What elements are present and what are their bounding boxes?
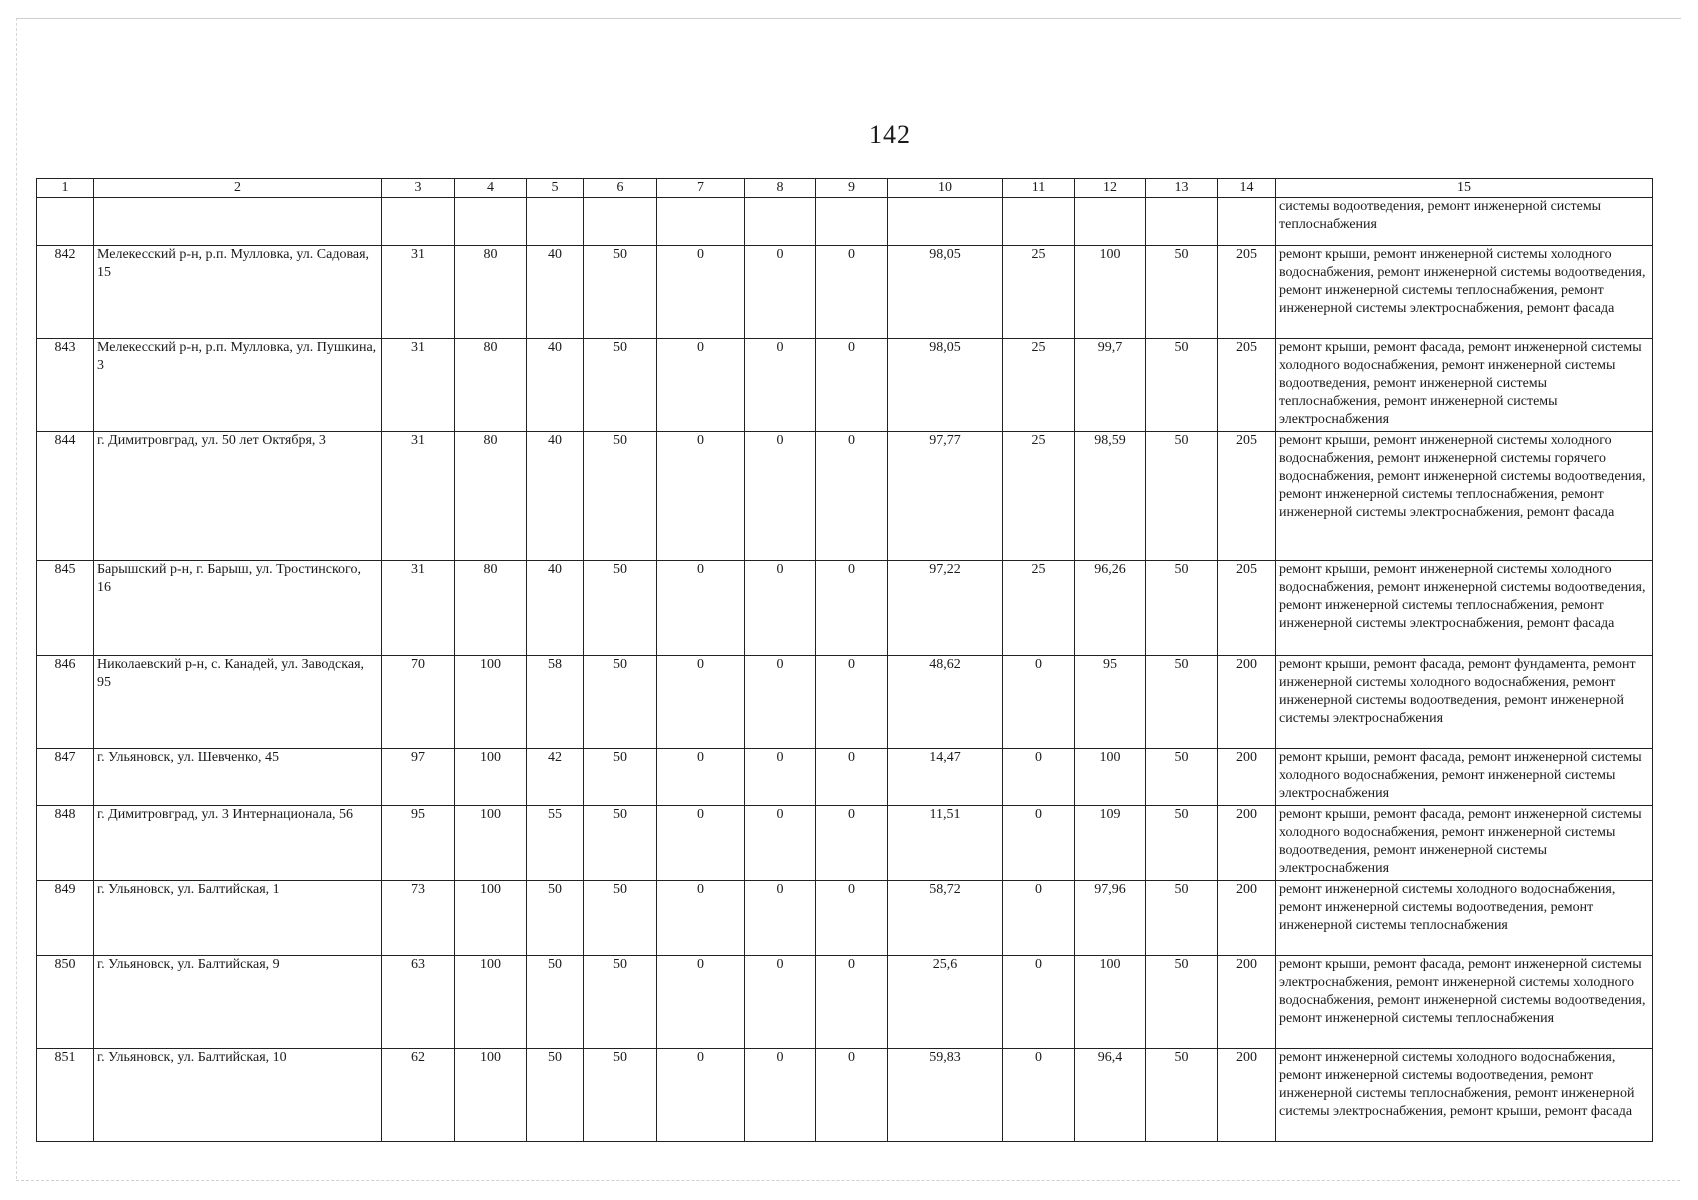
cell-col3: 63 (382, 956, 455, 1049)
cell-col6: 50 (584, 432, 657, 561)
header-cell: 12 (1075, 179, 1146, 198)
cell-col12: 95 (1075, 656, 1146, 749)
cell-col12: 100 (1075, 246, 1146, 339)
table-row (37, 956, 1653, 1049)
cell-col10: 97,22 (888, 561, 1003, 656)
cell-col5: 40 (527, 246, 584, 339)
cell-col12: 99,7 (1075, 339, 1146, 432)
header-cell: 6 (584, 179, 657, 198)
cell-col10: 98,05 (888, 246, 1003, 339)
cell-works: ремонт крыши, ремонт фасада, ремонт инженерной системы электроснабжения, ремонт инженерной системы холодного водоснабжения, ремонт инженерной системы водоотведения, ремонт инженерной системы теплоснабжения (1276, 956, 1653, 1049)
cell-works: ремонт крыши, ремонт фасада, ремонт инженерной системы холодного водоснабжения, ремонт инженерной системы водоотведения, ремонт инженерной системы теплоснабжения, ремонт инженерной системы электроснабжения (1276, 339, 1653, 432)
cell-col13: 50 (1146, 749, 1218, 806)
cell-empty (584, 198, 657, 246)
cell-col14: 205 (1218, 432, 1276, 561)
cell-col9: 0 (816, 656, 888, 749)
cell-number: 851 (37, 1049, 94, 1142)
cell-empty (455, 198, 527, 246)
table-row (37, 656, 1653, 749)
cell-col9: 0 (816, 432, 888, 561)
cell-col6: 50 (584, 656, 657, 749)
cell-works: ремонт инженерной системы холодного водоснабжения, ремонт инженерной системы водоотведения, ремонт инженерной системы теплоснабжения, ремонт инженерной системы электроснабжения, ремонт крыши, ремонт фасада (1276, 1049, 1653, 1142)
cell-col14: 200 (1218, 656, 1276, 749)
header-cell: 1 (37, 179, 94, 198)
header-cell: 14 (1218, 179, 1276, 198)
cell-col10: 48,62 (888, 656, 1003, 749)
cell-col11: 0 (1003, 656, 1075, 749)
cell-col12: 97,96 (1075, 881, 1146, 956)
cell-col3: 62 (382, 1049, 455, 1142)
cell-col6: 50 (584, 749, 657, 806)
cell-col4: 80 (455, 246, 527, 339)
table-row (37, 806, 1653, 881)
cell-col9: 0 (816, 881, 888, 956)
cell-col4: 100 (455, 881, 527, 956)
cell-address: Мелекесский р-н, р.п. Мулловка, ул. Пушкина, 3 (94, 339, 382, 432)
table-row (37, 881, 1653, 956)
cell-col7: 0 (657, 339, 745, 432)
cell-col9: 0 (816, 806, 888, 881)
cell-col4: 80 (455, 432, 527, 561)
cell-col8: 0 (745, 656, 816, 749)
cell-col10: 11,51 (888, 806, 1003, 881)
cell-col8: 0 (745, 881, 816, 956)
table-row (37, 339, 1653, 432)
header-cell: 4 (455, 179, 527, 198)
header-cell: 7 (657, 179, 745, 198)
cell-col5: 42 (527, 749, 584, 806)
cell-col11: 0 (1003, 749, 1075, 806)
cell-number: 842 (37, 246, 94, 339)
cell-col14: 200 (1218, 749, 1276, 806)
bottom-divider (16, 1180, 1680, 1181)
cell-address: г. Димитровград, ул. 50 лет Октября, 3 (94, 432, 382, 561)
table-row (37, 246, 1653, 339)
cell-address: г. Ульяновск, ул. Балтийская, 10 (94, 1049, 382, 1142)
cell-col10: 25,6 (888, 956, 1003, 1049)
cell-col8: 0 (745, 339, 816, 432)
cell-col13: 50 (1146, 339, 1218, 432)
cell-col10: 59,83 (888, 1049, 1003, 1142)
header-cell: 13 (1146, 179, 1218, 198)
cell-col11: 25 (1003, 561, 1075, 656)
cell-col6: 50 (584, 806, 657, 881)
cell-col11: 0 (1003, 806, 1075, 881)
cell-col11: 25 (1003, 339, 1075, 432)
cell-empty (1146, 198, 1218, 246)
cell-col6: 50 (584, 246, 657, 339)
cell-col10: 97,77 (888, 432, 1003, 561)
cell-number: 847 (37, 749, 94, 806)
cell-col4: 100 (455, 656, 527, 749)
cell-col9: 0 (816, 1049, 888, 1142)
cell-col11: 25 (1003, 246, 1075, 339)
cell-col3: 31 (382, 246, 455, 339)
header-cell: 10 (888, 179, 1003, 198)
cell-col5: 40 (527, 432, 584, 561)
cell-col13: 50 (1146, 881, 1218, 956)
cell-col4: 80 (455, 339, 527, 432)
cell-works: ремонт крыши, ремонт инженерной системы холодного водоснабжения, ремонт инженерной системы водоотведения, ремонт инженерной системы теплоснабжения, ремонт инженерной системы электроснабжения, ремонт фасада (1276, 561, 1653, 656)
cell-number: 845 (37, 561, 94, 656)
cell-col3: 31 (382, 561, 455, 656)
cell-col7: 0 (657, 956, 745, 1049)
cell-address: г. Димитровград, ул. 3 Интернационала, 56 (94, 806, 382, 881)
cell-col10: 14,47 (888, 749, 1003, 806)
cell-works: ремонт крыши, ремонт фасада, ремонт инженерной системы холодного водоснабжения, ремонт инженерной системы водоотведения, ремонт инженерной системы электроснабжения (1276, 806, 1653, 881)
cell-number: 848 (37, 806, 94, 881)
cell-col7: 0 (657, 561, 745, 656)
cell-col7: 0 (657, 749, 745, 806)
cell-col8: 0 (745, 432, 816, 561)
cell-col8: 0 (745, 246, 816, 339)
cell-col3: 73 (382, 881, 455, 956)
cell-col9: 0 (816, 956, 888, 1049)
cell-col7: 0 (657, 246, 745, 339)
header-cell: 5 (527, 179, 584, 198)
cell-col6: 50 (584, 1049, 657, 1142)
cell-col3: 31 (382, 432, 455, 561)
cell-works: ремонт крыши, ремонт инженерной системы холодного водоснабжения, ремонт инженерной системы горячего водоснабжения, ремонт инженерной системы водоотведения, ремонт инженерной системы теплоснабжения, ремонт инженерной системы электроснабжения, ремонт фасада (1276, 432, 1653, 561)
cell-col6: 50 (584, 881, 657, 956)
cell-col14: 205 (1218, 246, 1276, 339)
cell-col8: 0 (745, 749, 816, 806)
cell-empty (94, 198, 382, 246)
cell-col11: 25 (1003, 432, 1075, 561)
cell-col14: 205 (1218, 339, 1276, 432)
cell-col13: 50 (1146, 806, 1218, 881)
cell-number: 846 (37, 656, 94, 749)
cell-col12: 100 (1075, 749, 1146, 806)
cell-empty (657, 198, 745, 246)
header-row (37, 179, 1653, 198)
cell-number: 850 (37, 956, 94, 1049)
cell-col5: 58 (527, 656, 584, 749)
cell-col3: 70 (382, 656, 455, 749)
cell-col13: 50 (1146, 432, 1218, 561)
cell-col11: 0 (1003, 1049, 1075, 1142)
cell-empty (1003, 198, 1075, 246)
cell-number: 844 (37, 432, 94, 561)
header-cell: 11 (1003, 179, 1075, 198)
cell-col13: 50 (1146, 956, 1218, 1049)
cell-col10: 58,72 (888, 881, 1003, 956)
cell-col8: 0 (745, 956, 816, 1049)
cell-empty (382, 198, 455, 246)
cell-col6: 50 (584, 339, 657, 432)
cell-col14: 200 (1218, 956, 1276, 1049)
cell-col13: 50 (1146, 561, 1218, 656)
cell-col14: 200 (1218, 1049, 1276, 1142)
table-row (37, 432, 1653, 561)
cell-col12: 100 (1075, 956, 1146, 1049)
cell-empty (37, 198, 94, 246)
cell-col5: 40 (527, 561, 584, 656)
cell-empty (527, 198, 584, 246)
cell-col5: 50 (527, 881, 584, 956)
header-cell: 15 (1276, 179, 1653, 198)
cell-col13: 50 (1146, 246, 1218, 339)
cell-col6: 50 (584, 956, 657, 1049)
cell-col14: 205 (1218, 561, 1276, 656)
cell-col9: 0 (816, 339, 888, 432)
continuation-row (37, 198, 1653, 246)
cell-col5: 40 (527, 339, 584, 432)
header-cell: 2 (94, 179, 382, 198)
cell-col7: 0 (657, 656, 745, 749)
cell-address: г. Ульяновск, ул. Балтийская, 1 (94, 881, 382, 956)
cell-empty (888, 198, 1003, 246)
cell-address: г. Ульяновск, ул. Балтийская, 9 (94, 956, 382, 1049)
cell-address: г. Ульяновск, ул. Шевченко, 45 (94, 749, 382, 806)
cell-col4: 100 (455, 956, 527, 1049)
cell-col9: 0 (816, 561, 888, 656)
cell-col10: 98,05 (888, 339, 1003, 432)
cell-col12: 96,4 (1075, 1049, 1146, 1142)
table-row (37, 561, 1653, 656)
header-cell: 8 (745, 179, 816, 198)
cell-col4: 100 (455, 806, 527, 881)
cell-col5: 50 (527, 956, 584, 1049)
cell-col9: 0 (816, 749, 888, 806)
header-cell: 3 (382, 179, 455, 198)
cell-col14: 200 (1218, 881, 1276, 956)
cell-works: ремонт инженерной системы холодного водоснабжения, ремонт инженерной системы водоотведения, ремонт инженерной системы теплоснабжения (1276, 881, 1653, 956)
cell-col3: 97 (382, 749, 455, 806)
cell-col11: 0 (1003, 881, 1075, 956)
cell-address: Барышский р-н, г. Барыш, ул. Тростинского, 16 (94, 561, 382, 656)
cell-col8: 0 (745, 561, 816, 656)
cell-col4: 80 (455, 561, 527, 656)
cell-col7: 0 (657, 881, 745, 956)
cell-col7: 0 (657, 1049, 745, 1142)
cell-works: системы водоотведения, ремонт инженерной системы теплоснабжения (1276, 198, 1653, 246)
cell-col12: 96,26 (1075, 561, 1146, 656)
header-cell: 9 (816, 179, 888, 198)
cell-col13: 50 (1146, 1049, 1218, 1142)
table-row (37, 1049, 1653, 1142)
cell-col11: 0 (1003, 956, 1075, 1049)
cell-col7: 0 (657, 432, 745, 561)
cell-col9: 0 (816, 246, 888, 339)
cell-col4: 100 (455, 1049, 527, 1142)
cell-empty (816, 198, 888, 246)
cell-number: 843 (37, 339, 94, 432)
cell-works: ремонт крыши, ремонт фасада, ремонт инженерной системы холодного водоснабжения, ремонт инженерной системы электроснабжения (1276, 749, 1653, 806)
page-number: 142 (869, 120, 911, 149)
cell-col8: 0 (745, 1049, 816, 1142)
cell-works: ремонт крыши, ремонт инженерной системы холодного водоснабжения, ремонт инженерной системы водоотведения, ремонт инженерной системы теплоснабжения, ремонт инженерной системы электроснабжения, ремонт фасада (1276, 246, 1653, 339)
cell-col12: 109 (1075, 806, 1146, 881)
cell-col4: 100 (455, 749, 527, 806)
table-row (37, 749, 1653, 806)
cell-empty (745, 198, 816, 246)
cell-number: 849 (37, 881, 94, 956)
cell-col7: 0 (657, 806, 745, 881)
cell-col5: 55 (527, 806, 584, 881)
cell-col13: 50 (1146, 656, 1218, 749)
cell-works: ремонт крыши, ремонт фасада, ремонт фундамента, ремонт инженерной системы холодного водоснабжения, ремонт инженерной системы водоотведения, ремонт инженерной системы электроснабжения (1276, 656, 1653, 749)
cell-col3: 31 (382, 339, 455, 432)
cell-empty (1218, 198, 1276, 246)
cell-col5: 50 (527, 1049, 584, 1142)
cell-col6: 50 (584, 561, 657, 656)
cell-address: Николаевский р-н, с. Канадей, ул. Заводская, 95 (94, 656, 382, 749)
repair-register-table (36, 178, 1653, 1142)
cell-col12: 98,59 (1075, 432, 1146, 561)
cell-col3: 95 (382, 806, 455, 881)
cell-address: Мелекесский р-н, р.п. Мулловка, ул. Садовая, 15 (94, 246, 382, 339)
cell-col14: 200 (1218, 806, 1276, 881)
cell-col8: 0 (745, 806, 816, 881)
cell-empty (1075, 198, 1146, 246)
